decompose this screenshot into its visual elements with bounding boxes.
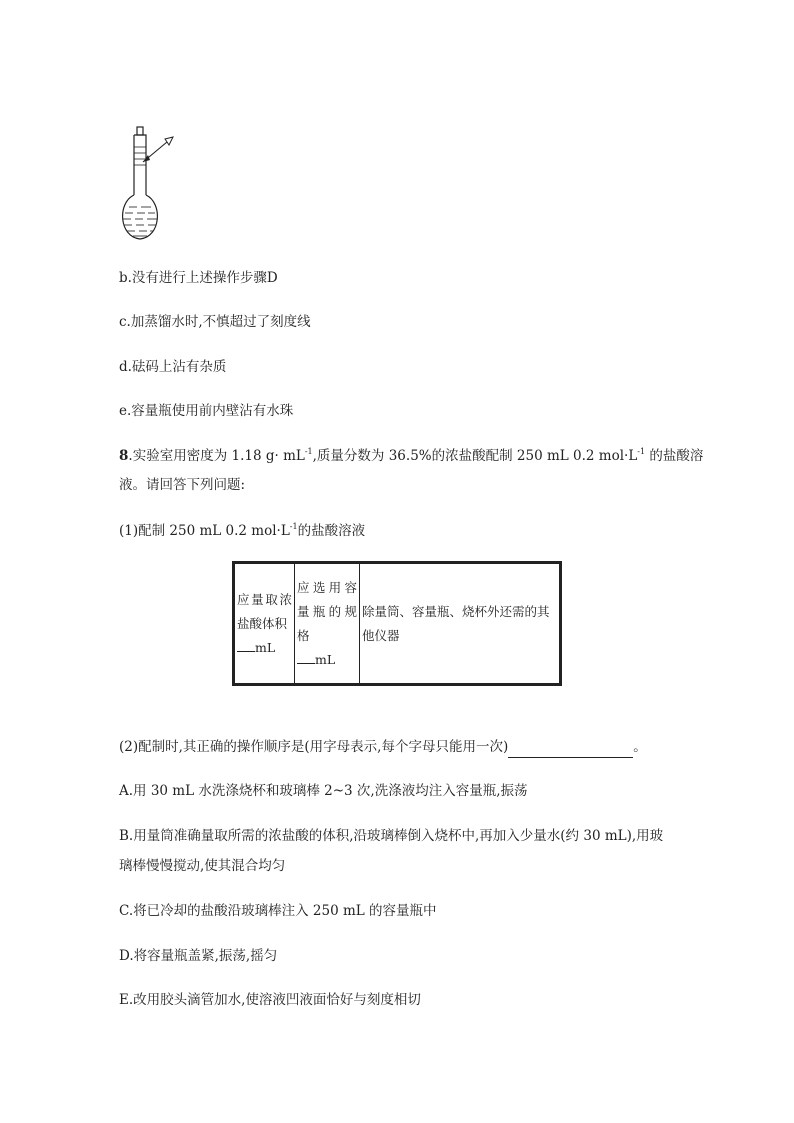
q8-sup-1: -1 [304,447,313,456]
step-B-line2: 璃棒慢慢搅动,使其混合均匀 [119,858,286,874]
sub-question-2 [119,737,647,758]
other-instruments-label: 除量筒、容量瓶、烧杯外还需的其他仪器 [362,603,550,643]
table-cell-other-instruments[interactable] [360,563,561,685]
step-B-line1: B.用量筒准确量取所需的浓盐酸的体积,沿玻璃棒倒入烧杯中,再加入少量水(约 30 mL),用玻 [119,828,664,844]
q8-sup-2: -1 [637,447,646,456]
sub1-text-a: (1)配制 250 mL 0.2 mol·L [119,523,290,539]
question-8-line1 [119,446,703,466]
answer-table [232,561,562,686]
acid-volume-unit: mL [255,639,276,655]
sub2-text: (2)配制时,其正确的操作顺序是(用字母表示,每个字母只能用一次) [119,739,509,755]
question-8-line2: 液。请回答下列问题: [119,477,246,493]
order-answer-blank[interactable] [508,737,633,758]
option-e: e.容量瓶使用前内壁沾有水珠 [119,403,294,419]
q8-text-b: ,质量分数为 36.5%的浓盐酸配制 250 mL 0.2 mol·L [312,448,638,464]
table-cell-acid-volume [234,563,295,685]
sub2-end: 。 [633,739,647,755]
question-number: 8 [119,448,129,464]
step-A: A.用 30 mL 水洗涤烧杯和玻璃棒 2~3 次,洗涤液均注入容量瓶,振荡 [119,783,528,799]
flask-size-blank[interactable] [297,663,315,664]
option-d: d.砝码上沾有杂质 [119,359,227,375]
q8-text-a: .实验室用密度为 1.18 g· mL [128,448,305,464]
sub1-text-b: 的盐酸溶液 [297,523,366,539]
sub-question-1 [119,521,365,541]
option-b: b.没有进行上述操作步骤D [119,270,278,286]
flask-size-label: 应选用容量瓶的规格 [297,579,357,643]
table-cell-flask-size [295,563,360,685]
option-c: c.加蒸馏水时,不慎超过了刻度线 [119,314,311,330]
volumetric-flask-figure [115,125,195,250]
q8-text-c: 的盐酸溶 [645,448,704,464]
flask-size-unit: mL [315,651,336,667]
step-C: C.将已冷却的盐酸沿玻璃棒注入 250 mL 的容量瓶中 [119,903,437,919]
step-D: D.将容量瓶盖紧,振荡,摇匀 [119,948,278,964]
acid-volume-blank[interactable] [237,651,255,652]
acid-volume-label: 应量取浓盐酸体积 [237,591,292,631]
step-E: E.改用胶头滴管加水,使溶液凹液面恰好与刻度相切 [119,992,421,1008]
sub1-sup: -1 [289,522,298,531]
